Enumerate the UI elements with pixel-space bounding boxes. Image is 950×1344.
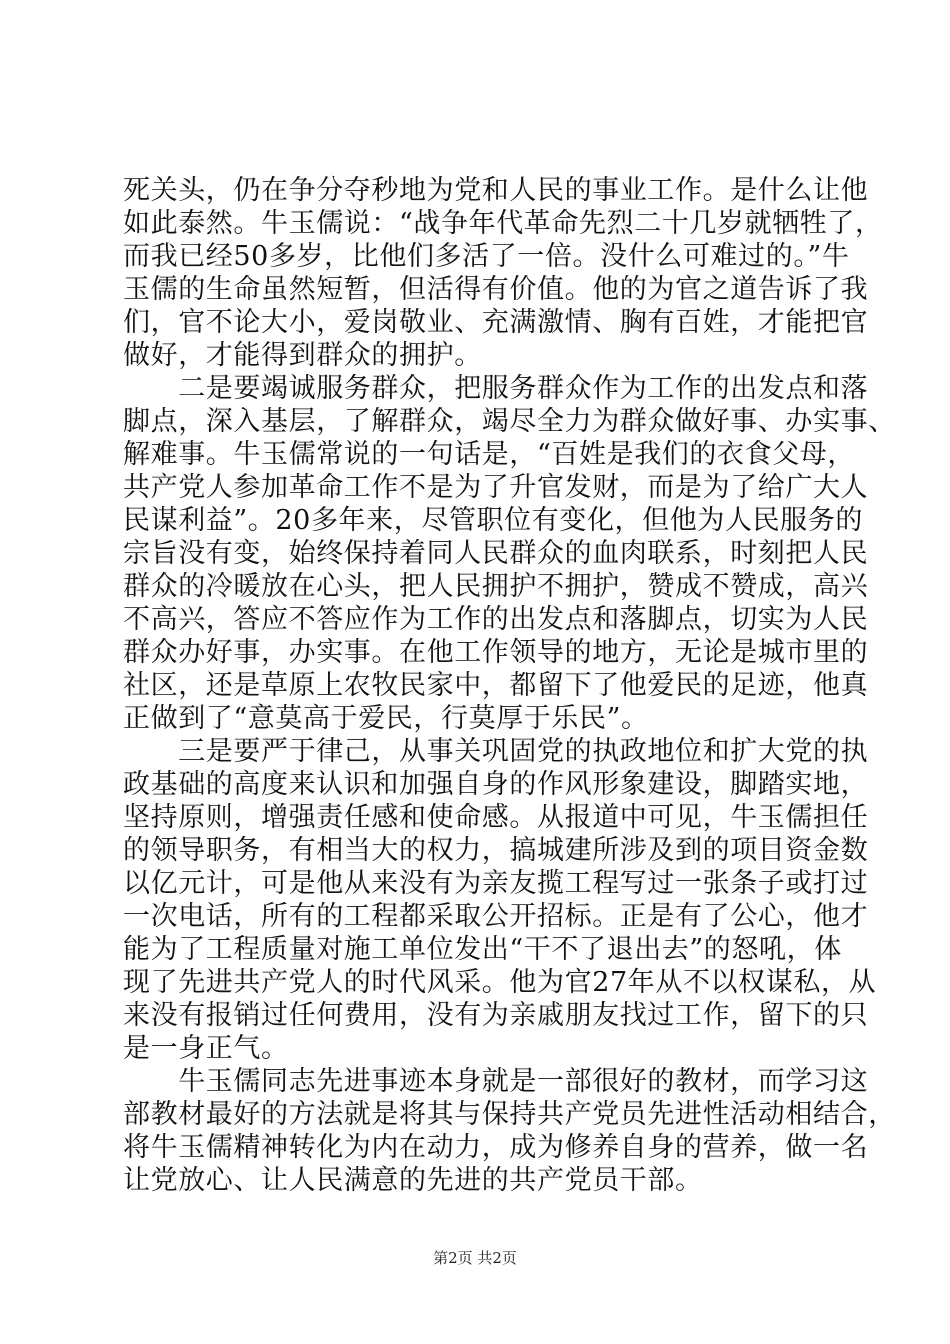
page-number-footer: 第2页 共2页 <box>433 1249 517 1267</box>
text-line: 死关头，仍在争分夺秒地为党和人民的事业工作。是什么让他 <box>123 175 869 206</box>
text-line: 政基础的高度来认识和加强自身的作风形象建设，脚踏实地， <box>123 769 869 800</box>
text-line: 是一身正气。 <box>123 1033 289 1064</box>
text-line: 如此泰然。牛玉儒说：“战争年代革命先烈二十几岁就牺牲了， <box>123 208 883 239</box>
text-line: 群众办好事，办实事。在他工作领导的地方，无论是城市里的 <box>123 637 869 668</box>
text-line: 们，官不论大小，爱岗敬业、充满激情、胸有百姓，才能把官 <box>123 307 869 338</box>
text-line: 二是要竭诚服务群众，把服务群众作为工作的出发点和落 <box>123 373 869 404</box>
text-line: 共产党人参加革命工作不是为了升官发财，而是为了给广大人 <box>123 472 869 503</box>
text-line: 宗旨没有变，始终保持着同人民群众的血肉联系，时刻把人民 <box>123 538 869 569</box>
text-line: 牛玉儒同志先进事迹本身就是一部很好的教材，而学习这 <box>123 1066 869 1097</box>
text-line: 现了先进共产党人的时代风采。他为官27年从不以权谋私，从 <box>123 967 877 998</box>
text-line: 让党放心、让人民满意的先进的共产党员干部。 <box>123 1165 703 1196</box>
text-line: 部教材最好的方法就是将其与保持共产党员先进性活动相结合， <box>123 1099 896 1130</box>
text-line: 坚持原则，增强责任感和使命感。从报道中可见，牛玉儒担任 <box>123 802 869 833</box>
text-line: 脚点，深入基层，了解群众，竭尽全力为群众做好事、办实事、 <box>123 406 896 437</box>
text-line: 不高兴，答应不答应作为工作的出发点和落脚点，切实为人民 <box>123 604 869 635</box>
text-line: 正做到了“意莫高于爱民，行莫厚于乐民”。 <box>123 703 649 734</box>
text-line: 来没有报销过任何费用，没有为亲戚朋友找过工作，留下的只 <box>123 1000 869 1031</box>
text-line: 三是要严于律己，从事关巩固党的执政地位和扩大党的执 <box>123 736 869 767</box>
text-line: 做好，才能得到群众的拥护。 <box>123 340 482 371</box>
text-line: 解难事。牛玉儒常说的一句话是，“百姓是我们的衣食父母， <box>123 439 856 470</box>
text-line: 社区，还是草原上农牧民家中，都留下了他爱民的足迹，他真 <box>123 670 869 701</box>
text-line: 以亿元计，可是他从来没有为亲友揽工程写过一张条子或打过 <box>123 868 869 899</box>
text-line: 能为了工程质量对施工单位发出“干不了退出去”的怒吼，体 <box>123 934 842 965</box>
text-line: 将牛玉儒精神转化为内在动力，成为修养自身的营养，做一名 <box>123 1132 869 1163</box>
text-line: 的领导职务，有相当大的权力，搞城建所涉及到的项目资金数 <box>123 835 869 866</box>
text-line: 群众的冷暖放在心头，把人民拥护不拥护，赞成不赞成，高兴 <box>123 571 869 602</box>
text-line: 民谋利益”。20多年来，尽管职位有变化，但他为人民服务的 <box>123 505 863 536</box>
text-line: 一次电话，所有的工程都采取公开招标。正是有了公心，他才 <box>123 901 869 932</box>
text-line: 玉儒的生命虽然短暂，但活得有价值。他的为官之道告诉了我 <box>123 274 869 305</box>
text-line: 而我已经50多岁，比他们多活了一倍。没什么可难过的。”牛 <box>123 241 850 272</box>
